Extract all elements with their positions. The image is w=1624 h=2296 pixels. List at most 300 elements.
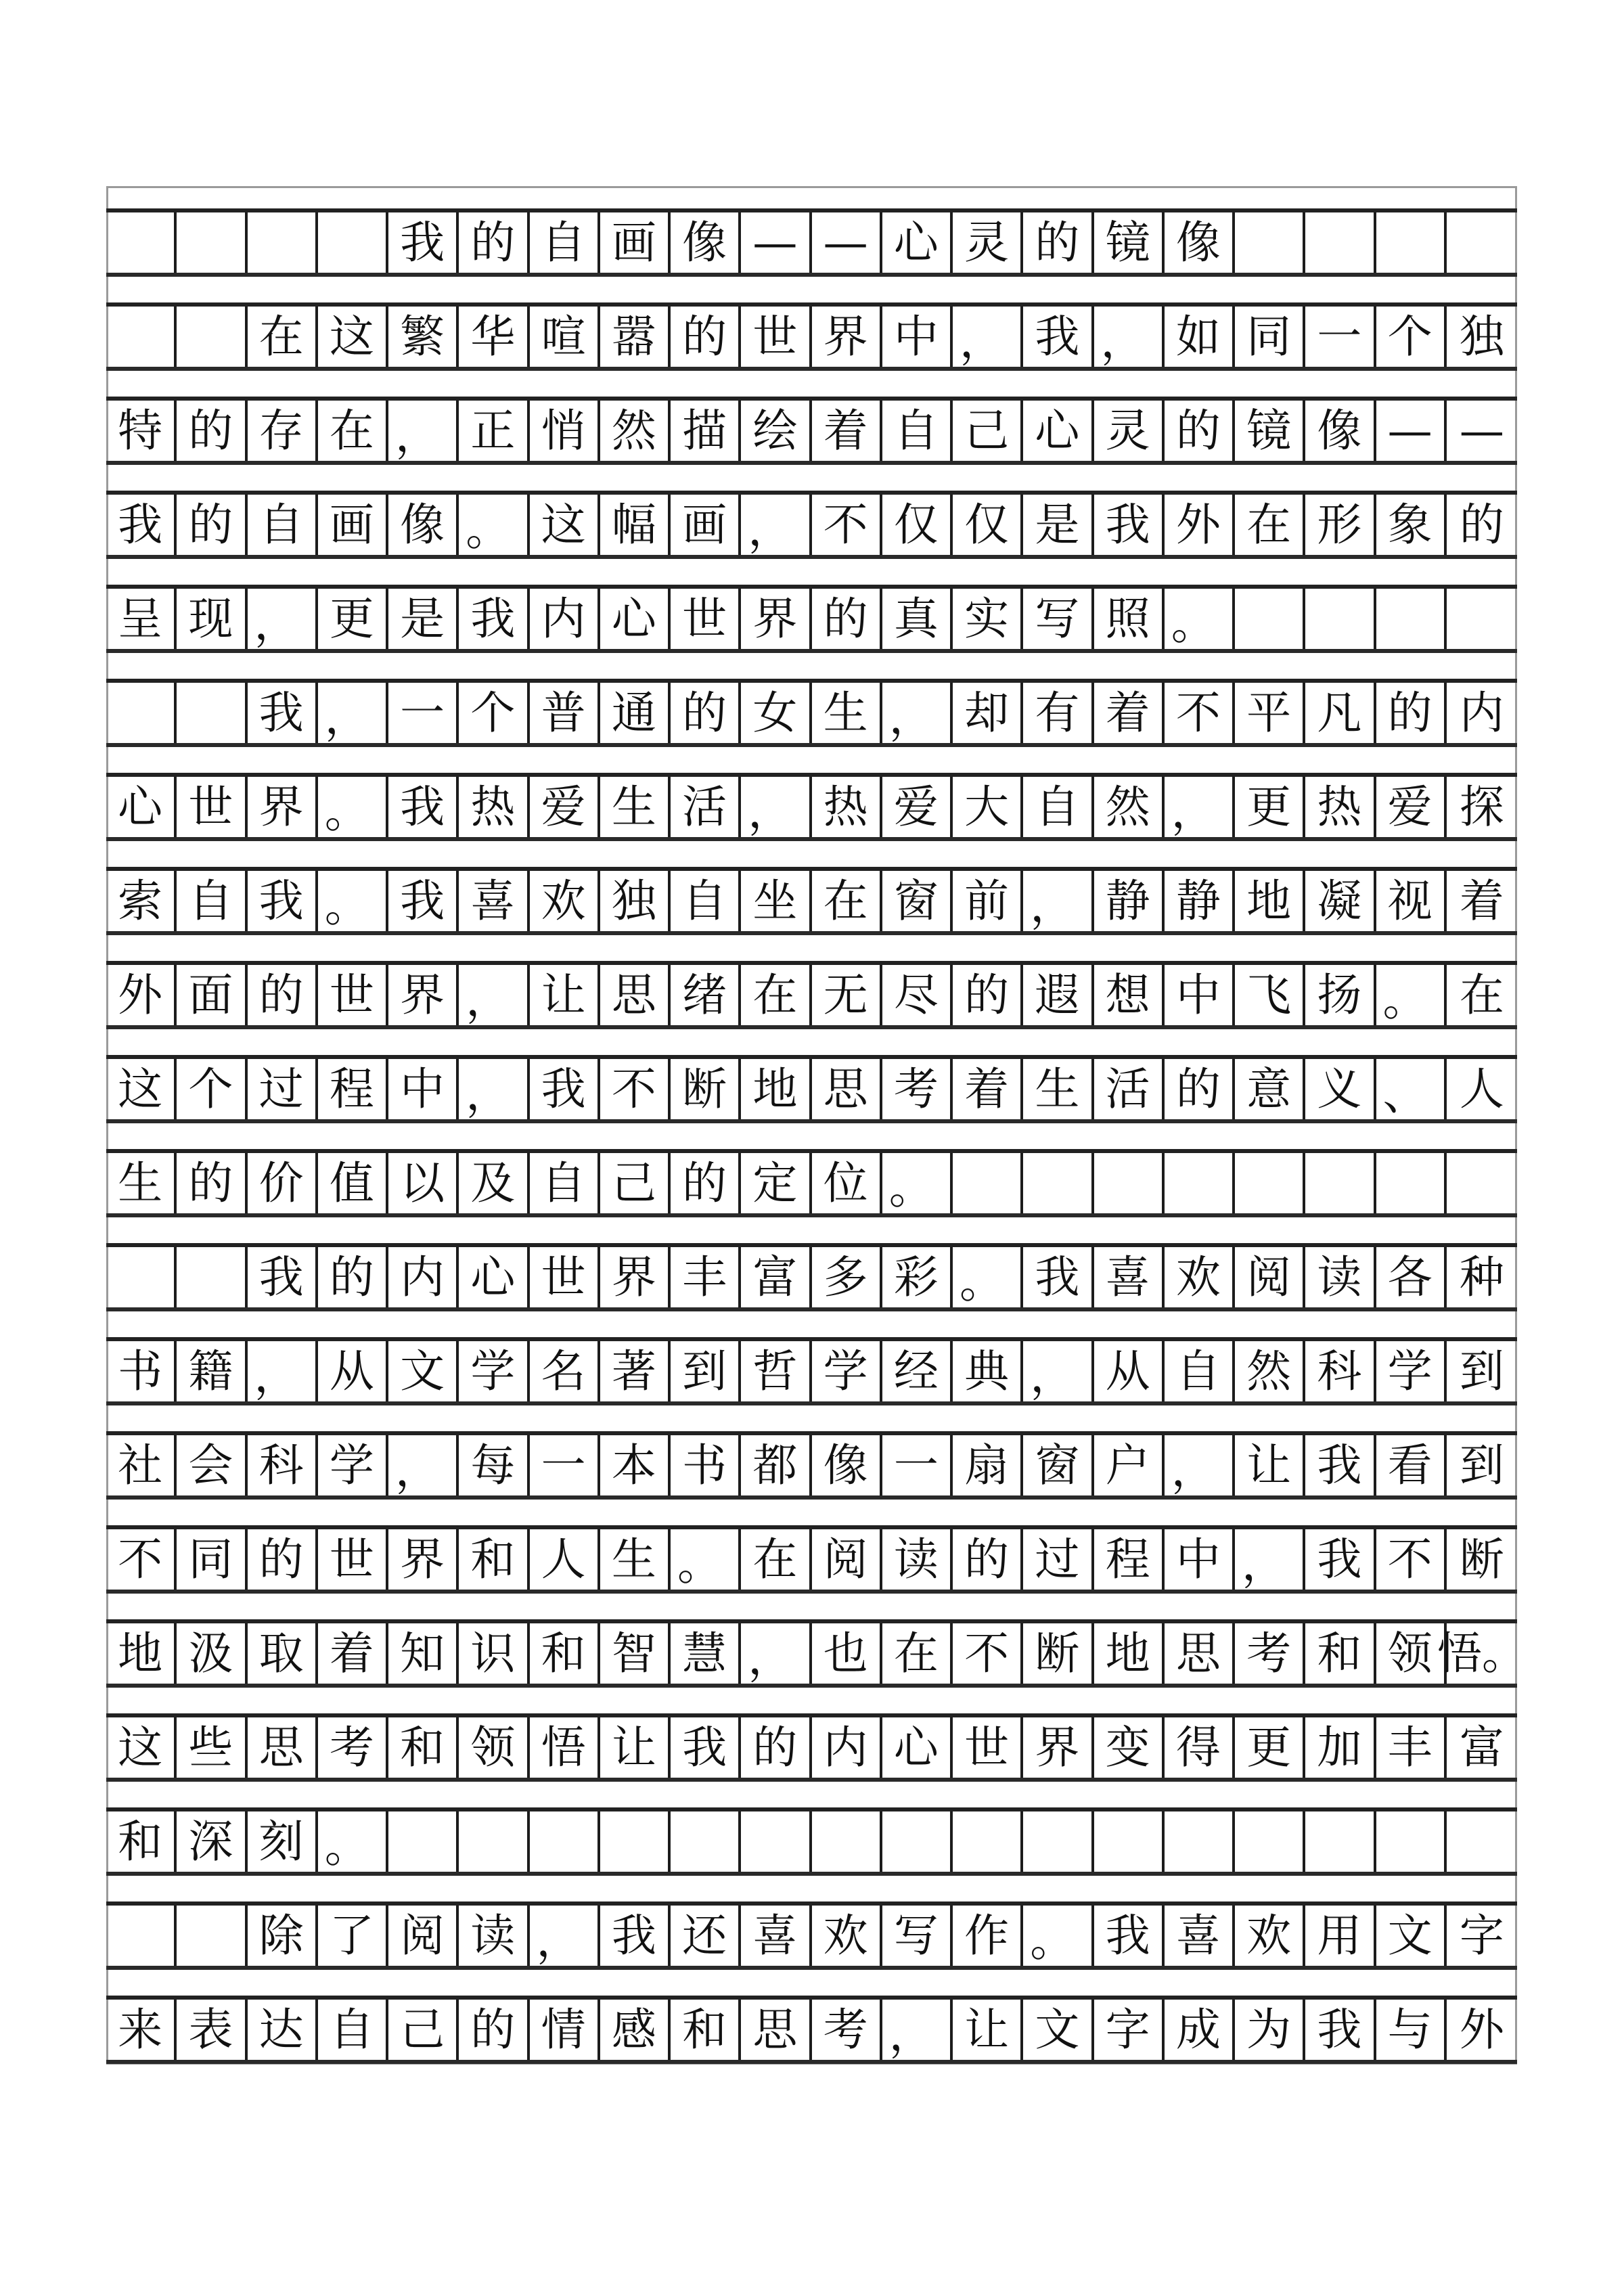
character-cell: 我 bbox=[248, 1247, 318, 1307]
empty-grid-cell bbox=[177, 1247, 247, 1307]
character-cell: 实 bbox=[953, 589, 1023, 649]
character-cell: 丰 bbox=[1376, 1717, 1447, 1778]
character-cell: 学 bbox=[812, 1341, 882, 1401]
empty-grid-cell bbox=[671, 1811, 741, 1872]
character-cell: 描 bbox=[671, 401, 741, 461]
character-cell: 从 bbox=[1094, 1341, 1165, 1401]
character-cell: 与 bbox=[1376, 2000, 1447, 2060]
character-cell: 前 bbox=[953, 871, 1023, 931]
character-cell: 让 bbox=[953, 2000, 1023, 2060]
text-row bbox=[106, 1901, 1517, 1970]
text-row bbox=[106, 1619, 1527, 1688]
character-cell: 喜 bbox=[459, 871, 529, 931]
character-cell: 地 bbox=[1094, 1623, 1165, 1684]
empty-grid-cell bbox=[459, 1811, 529, 1872]
character-cell: 思 bbox=[248, 1717, 318, 1778]
character-cell: 的 bbox=[1023, 212, 1093, 273]
character-cell: 画 bbox=[318, 495, 388, 555]
character-cell: 不 bbox=[953, 1623, 1023, 1684]
character-cell: 在 bbox=[882, 1623, 953, 1684]
character-cell: 的 bbox=[1459, 498, 1504, 551]
character-cell: 悟 bbox=[530, 1717, 600, 1778]
character-cell: 考 bbox=[812, 2000, 882, 2060]
character-cell: 然 bbox=[1094, 777, 1165, 837]
punctuation-cell: ， bbox=[1165, 777, 1235, 837]
character-cell: 我 bbox=[671, 1717, 741, 1778]
punctuation-cell: 。 bbox=[318, 777, 388, 837]
punctuation-cell: ， bbox=[741, 777, 811, 837]
character-cell: 文 bbox=[1376, 1906, 1447, 1966]
character-cell: 自 bbox=[882, 401, 953, 461]
character-cell: 爱 bbox=[882, 777, 953, 837]
character-cell: 镜 bbox=[1235, 401, 1305, 461]
character-cell: 世 bbox=[671, 589, 741, 649]
punctuation-cell: ， bbox=[741, 1623, 811, 1684]
character-cell: 文 bbox=[1023, 2000, 1093, 2060]
character-cell: 了 bbox=[318, 1906, 388, 1966]
character-cell: 汲 bbox=[177, 1623, 247, 1684]
character-cell: 内 bbox=[388, 1247, 459, 1307]
character-cell: 的 bbox=[177, 495, 247, 555]
character-cell: 绪 bbox=[671, 965, 741, 1025]
punctuation-cell: ， bbox=[1094, 307, 1165, 367]
character-cell: 我 bbox=[530, 1059, 600, 1119]
character-cell: 的 bbox=[741, 1717, 811, 1778]
character-cell: 自 bbox=[177, 871, 247, 931]
character-cell: 值 bbox=[318, 1153, 388, 1213]
character-cell: 扬 bbox=[1305, 965, 1376, 1025]
character-cell: 用 bbox=[1305, 1906, 1376, 1966]
character-cell: 感 bbox=[600, 2000, 671, 2060]
text-row bbox=[106, 1525, 1517, 1594]
punctuation-cell: 。 bbox=[318, 871, 388, 931]
character-cell: 平 bbox=[1235, 683, 1305, 743]
character-cell: 世 bbox=[177, 777, 247, 837]
character-cell: 自 bbox=[671, 871, 741, 931]
empty-grid-cell bbox=[1305, 1811, 1376, 1872]
character-cell: 不 bbox=[1165, 683, 1235, 743]
empty-grid-cell bbox=[741, 1811, 811, 1872]
character-cell: 窗 bbox=[882, 871, 953, 931]
character-cell: 照 bbox=[1094, 589, 1165, 649]
title-row bbox=[106, 208, 1517, 277]
character-cell: 定 bbox=[741, 1153, 811, 1213]
character-cell: — bbox=[1376, 401, 1447, 461]
character-cell: 在 bbox=[1459, 968, 1504, 1021]
punctuation-cell: ， bbox=[388, 401, 459, 461]
character-cell: 同 bbox=[1235, 307, 1305, 367]
character-cell: 写 bbox=[882, 1906, 953, 1966]
character-cell: 每 bbox=[459, 1435, 529, 1495]
character-cell: 字 bbox=[1459, 1909, 1504, 1962]
character-cell: 外 bbox=[106, 965, 177, 1025]
character-cell: 中 bbox=[388, 1059, 459, 1119]
character-cell: 界 bbox=[248, 777, 318, 837]
character-cell: 义 bbox=[1305, 1059, 1376, 1119]
character-cell: 考 bbox=[882, 1059, 953, 1119]
character-cell: 在 bbox=[812, 871, 882, 931]
empty-grid-cell bbox=[106, 1247, 177, 1307]
character-cell: 智 bbox=[600, 1623, 671, 1684]
character-cell: 这 bbox=[318, 307, 388, 367]
character-cell: 除 bbox=[248, 1906, 318, 1966]
character-cell: 着 bbox=[812, 401, 882, 461]
character-cell: 的 bbox=[812, 589, 882, 649]
text-row bbox=[106, 1337, 1517, 1405]
character-cell: 哲 bbox=[741, 1341, 811, 1401]
character-cell: 热 bbox=[459, 777, 529, 837]
character-cell: 大 bbox=[953, 777, 1023, 837]
character-cell: 独 bbox=[1459, 310, 1504, 363]
empty-grid-cell bbox=[1305, 589, 1376, 649]
text-row bbox=[106, 491, 1517, 559]
character-cell: 社 bbox=[106, 1435, 177, 1495]
text-row bbox=[106, 1431, 1517, 1500]
character-cell: — bbox=[741, 212, 811, 273]
character-cell: 悟。 bbox=[1437, 1627, 1527, 1680]
punctuation-cell: ， bbox=[248, 1341, 318, 1401]
character-cell: 像 bbox=[671, 212, 741, 273]
character-cell: 的 bbox=[671, 683, 741, 743]
character-cell: 特 bbox=[106, 401, 177, 461]
character-cell: 世 bbox=[318, 1529, 388, 1590]
empty-grid-cell bbox=[882, 1811, 953, 1872]
character-cell: 自 bbox=[248, 495, 318, 555]
character-cell: 着 bbox=[318, 1623, 388, 1684]
character-cell: 价 bbox=[248, 1153, 318, 1213]
character-cell: 些 bbox=[177, 1717, 247, 1778]
character-cell: 心 bbox=[459, 1247, 529, 1307]
character-cell: 热 bbox=[1305, 777, 1376, 837]
character-cell: 心 bbox=[1023, 401, 1093, 461]
character-cell: 成 bbox=[1165, 2000, 1235, 2060]
character-cell: 慧 bbox=[671, 1623, 741, 1684]
character-cell: 幅 bbox=[600, 495, 671, 555]
character-cell: 在 bbox=[318, 401, 388, 461]
character-cell: 着 bbox=[953, 1059, 1023, 1119]
text-row bbox=[106, 773, 1517, 841]
character-cell: 外 bbox=[1165, 495, 1235, 555]
character-cell: 为 bbox=[1235, 2000, 1305, 2060]
punctuation-cell: 。 bbox=[318, 1811, 388, 1872]
character-cell: 然 bbox=[1235, 1341, 1305, 1401]
empty-grid-cell bbox=[1165, 1153, 1235, 1213]
character-cell: 让 bbox=[600, 1717, 671, 1778]
character-cell: 我 bbox=[1094, 1906, 1165, 1966]
manuscript-grid-sheet bbox=[106, 186, 1527, 2065]
character-cell: 科 bbox=[248, 1435, 318, 1495]
character-cell: — bbox=[1459, 404, 1504, 457]
character-cell: 然 bbox=[600, 401, 671, 461]
punctuation-cell: 。 bbox=[953, 1247, 1023, 1307]
text-row bbox=[106, 961, 1517, 1029]
character-cell: 扇 bbox=[953, 1435, 1023, 1495]
character-cell: 我 bbox=[388, 212, 459, 273]
punctuation-cell: 。 bbox=[1165, 589, 1235, 649]
character-cell: 的 bbox=[671, 1153, 741, 1213]
character-cell: 看 bbox=[1376, 1435, 1447, 1495]
character-cell: 视 bbox=[1376, 871, 1447, 931]
empty-grid-cell bbox=[1376, 212, 1447, 273]
punctuation-cell: 。 bbox=[671, 1529, 741, 1590]
character-cell: 生 bbox=[812, 683, 882, 743]
character-cell: 在 bbox=[248, 307, 318, 367]
character-cell: 思 bbox=[600, 965, 671, 1025]
character-cell: 自 bbox=[530, 212, 600, 273]
text-row bbox=[106, 1243, 1517, 1311]
character-cell: 以 bbox=[388, 1153, 459, 1213]
character-cell: 的 bbox=[459, 212, 529, 273]
character-cell: 在 bbox=[741, 1529, 811, 1590]
character-cell: 心 bbox=[882, 212, 953, 273]
empty-grid-cell bbox=[388, 1811, 459, 1872]
character-cell: 程 bbox=[318, 1059, 388, 1119]
character-cell: 生 bbox=[600, 1529, 671, 1590]
character-cell: 到 bbox=[1459, 1345, 1504, 1397]
character-cell: 我 bbox=[248, 871, 318, 931]
empty-grid-cell bbox=[1094, 1153, 1165, 1213]
character-cell: 灵 bbox=[953, 212, 1023, 273]
character-cell: 喜 bbox=[1165, 1906, 1235, 1966]
character-cell: 我 bbox=[600, 1906, 671, 1966]
punctuation-cell: ， bbox=[1165, 1435, 1235, 1495]
character-cell: 界 bbox=[388, 965, 459, 1025]
character-cell: 考 bbox=[1235, 1623, 1305, 1684]
character-cell: 一 bbox=[882, 1435, 953, 1495]
text-row bbox=[106, 585, 1517, 653]
character-cell: 内 bbox=[1459, 686, 1504, 739]
character-cell: 镜 bbox=[1094, 212, 1165, 273]
character-cell: 这 bbox=[530, 495, 600, 555]
character-cell: 的 bbox=[671, 307, 741, 367]
character-cell: 飞 bbox=[1235, 965, 1305, 1025]
character-cell: 更 bbox=[318, 589, 388, 649]
character-cell: 遐 bbox=[1023, 965, 1093, 1025]
empty-grid-cell bbox=[1023, 1811, 1093, 1872]
character-cell: 却 bbox=[953, 683, 1023, 743]
character-cell: 写 bbox=[1023, 589, 1093, 649]
empty-grid-cell bbox=[812, 1811, 882, 1872]
character-cell: 科 bbox=[1305, 1341, 1376, 1401]
character-cell: 本 bbox=[600, 1435, 671, 1495]
character-cell: 到 bbox=[671, 1341, 741, 1401]
character-cell: 活 bbox=[1094, 1059, 1165, 1119]
character-cell: 现 bbox=[177, 589, 247, 649]
character-cell: 着 bbox=[1459, 874, 1504, 927]
character-cell: 同 bbox=[177, 1529, 247, 1590]
character-cell: 表 bbox=[177, 2000, 247, 2060]
empty-grid-cell bbox=[106, 683, 177, 743]
character-cell: 从 bbox=[318, 1341, 388, 1401]
punctuation-cell: ， bbox=[882, 2000, 953, 2060]
character-cell: 位 bbox=[812, 1153, 882, 1213]
character-cell: 著 bbox=[600, 1341, 671, 1401]
punctuation-cell: 。 bbox=[882, 1153, 953, 1213]
character-cell: 各 bbox=[1376, 1247, 1447, 1307]
character-cell: 中 bbox=[1165, 965, 1235, 1025]
character-cell: 面 bbox=[177, 965, 247, 1025]
character-cell: 绘 bbox=[741, 401, 811, 461]
character-cell: 凝 bbox=[1305, 871, 1376, 931]
character-cell: 自 bbox=[530, 1153, 600, 1213]
character-cell: 得 bbox=[1165, 1717, 1235, 1778]
punctuation-cell: ， bbox=[318, 683, 388, 743]
character-cell: 不 bbox=[106, 1529, 177, 1590]
character-cell: 我 bbox=[1094, 495, 1165, 555]
character-cell: 人 bbox=[530, 1529, 600, 1590]
character-cell: 通 bbox=[600, 683, 671, 743]
character-cell: 形 bbox=[1305, 495, 1376, 555]
empty-grid-cell bbox=[177, 1906, 247, 1966]
character-cell: 心 bbox=[600, 589, 671, 649]
character-cell: 我 bbox=[248, 683, 318, 743]
character-cell: 像 bbox=[812, 1435, 882, 1495]
character-cell: 阅 bbox=[388, 1906, 459, 1966]
character-cell: 让 bbox=[530, 965, 600, 1025]
character-cell: 不 bbox=[600, 1059, 671, 1119]
character-cell: 典 bbox=[953, 1341, 1023, 1401]
empty-grid-cell bbox=[1023, 1153, 1093, 1213]
character-cell: 着 bbox=[1094, 683, 1165, 743]
character-cell: 阅 bbox=[1235, 1247, 1305, 1307]
character-cell: 中 bbox=[1165, 1529, 1235, 1590]
character-cell: 个 bbox=[1376, 307, 1447, 367]
character-cell: 如 bbox=[1165, 307, 1235, 367]
character-cell: 还 bbox=[671, 1906, 741, 1966]
character-cell: 的 bbox=[248, 1529, 318, 1590]
character-cell: 这 bbox=[106, 1717, 177, 1778]
empty-grid-cell bbox=[953, 1811, 1023, 1872]
character-cell: 刻 bbox=[248, 1811, 318, 1872]
character-cell: 己 bbox=[388, 2000, 459, 2060]
character-cell: 地 bbox=[1235, 871, 1305, 931]
character-cell: 个 bbox=[459, 683, 529, 743]
punctuation-cell: ， bbox=[1023, 871, 1093, 931]
character-cell: 呈 bbox=[106, 589, 177, 649]
punctuation-cell: ， bbox=[459, 965, 529, 1025]
character-cell: 的 bbox=[953, 965, 1023, 1025]
character-cell: 和 bbox=[1305, 1623, 1376, 1684]
empty-grid-cell bbox=[600, 1811, 671, 1872]
empty-grid-cell bbox=[1447, 1811, 1517, 1872]
character-cell: 的 bbox=[248, 965, 318, 1025]
character-cell: 欢 bbox=[1165, 1247, 1235, 1307]
character-cell: 喧 bbox=[530, 307, 600, 367]
punctuation-cell: ， bbox=[459, 1059, 529, 1119]
character-cell: 中 bbox=[882, 307, 953, 367]
character-cell: — bbox=[812, 212, 882, 273]
character-cell: 更 bbox=[1235, 1717, 1305, 1778]
character-cell: 的 bbox=[177, 1153, 247, 1213]
character-cell: 真 bbox=[882, 589, 953, 649]
text-row bbox=[106, 867, 1517, 935]
character-cell: 静 bbox=[1094, 871, 1165, 931]
character-cell: 世 bbox=[741, 307, 811, 367]
punctuation-cell: 。 bbox=[459, 495, 529, 555]
character-cell: 富 bbox=[741, 1247, 811, 1307]
empty-grid-cell bbox=[177, 212, 247, 273]
character-cell: 画 bbox=[671, 495, 741, 555]
empty-grid-cell bbox=[1235, 1811, 1305, 1872]
empty-grid-cell bbox=[318, 212, 388, 273]
character-cell: 己 bbox=[600, 1153, 671, 1213]
character-cell: 界 bbox=[1023, 1717, 1093, 1778]
character-cell: 人 bbox=[1459, 1062, 1504, 1115]
character-cell: 读 bbox=[1305, 1247, 1376, 1307]
character-cell: 种 bbox=[1459, 1251, 1504, 1303]
character-cell: 来 bbox=[106, 2000, 177, 2060]
text-row bbox=[106, 1807, 1517, 1876]
text-row bbox=[106, 302, 1517, 371]
character-cell: 和 bbox=[388, 1717, 459, 1778]
empty-grid-cell bbox=[1305, 1153, 1376, 1213]
character-cell: 爱 bbox=[1376, 777, 1447, 837]
character-cell: 欢 bbox=[1235, 1906, 1305, 1966]
character-cell: 思 bbox=[812, 1059, 882, 1119]
character-cell: 女 bbox=[741, 683, 811, 743]
character-cell: 的 bbox=[1165, 1059, 1235, 1119]
character-cell: 籍 bbox=[177, 1341, 247, 1401]
character-cell: 像 bbox=[1305, 401, 1376, 461]
character-cell: 情 bbox=[530, 2000, 600, 2060]
character-cell: 外 bbox=[1459, 2003, 1504, 2056]
character-cell: 仅 bbox=[953, 495, 1023, 555]
character-cell: 繁 bbox=[388, 307, 459, 367]
character-cell: 让 bbox=[1235, 1435, 1305, 1495]
character-cell: 一 bbox=[388, 683, 459, 743]
character-cell: 思 bbox=[741, 2000, 811, 2060]
punctuation-cell: 。 bbox=[1023, 1906, 1093, 1966]
character-cell: 读 bbox=[459, 1906, 529, 1966]
empty-grid-cell bbox=[1305, 212, 1376, 273]
character-cell: 户 bbox=[1094, 1435, 1165, 1495]
empty-grid-cell bbox=[1376, 1153, 1447, 1213]
text-row bbox=[106, 397, 1517, 465]
empty-grid-cell bbox=[1447, 589, 1517, 649]
character-cell: 学 bbox=[1376, 1341, 1447, 1401]
character-cell: 我 bbox=[1023, 1247, 1093, 1307]
character-cell: 断 bbox=[1023, 1623, 1093, 1684]
character-cell: 静 bbox=[1165, 871, 1235, 931]
text-row bbox=[106, 1996, 1517, 2064]
character-cell: 一 bbox=[530, 1435, 600, 1495]
character-cell: 我 bbox=[1305, 1435, 1376, 1495]
character-cell: 爱 bbox=[530, 777, 600, 837]
character-cell: 是 bbox=[388, 589, 459, 649]
text-row bbox=[106, 1055, 1517, 1123]
character-cell: 断 bbox=[1459, 1533, 1504, 1585]
character-cell: 界 bbox=[388, 1529, 459, 1590]
character-cell: 经 bbox=[882, 1341, 953, 1401]
character-cell: 和 bbox=[106, 1811, 177, 1872]
character-cell: 丰 bbox=[671, 1247, 741, 1307]
character-cell: 在 bbox=[741, 965, 811, 1025]
character-cell: 内 bbox=[812, 1717, 882, 1778]
character-cell: 自 bbox=[1023, 777, 1093, 837]
character-cell: 地 bbox=[106, 1623, 177, 1684]
character-cell: 索 bbox=[106, 871, 177, 931]
character-cell: 欢 bbox=[812, 1906, 882, 1966]
empty-grid-cell bbox=[1235, 1153, 1305, 1213]
character-cell: 及 bbox=[459, 1153, 529, 1213]
character-cell: 到 bbox=[1459, 1439, 1504, 1491]
character-cell: 书 bbox=[671, 1435, 741, 1495]
character-cell: 独 bbox=[600, 871, 671, 931]
character-cell: 的 bbox=[1165, 401, 1235, 461]
character-cell: 灵 bbox=[1094, 401, 1165, 461]
character-cell: 欢 bbox=[530, 871, 600, 931]
punctuation-cell: ， bbox=[741, 495, 811, 555]
